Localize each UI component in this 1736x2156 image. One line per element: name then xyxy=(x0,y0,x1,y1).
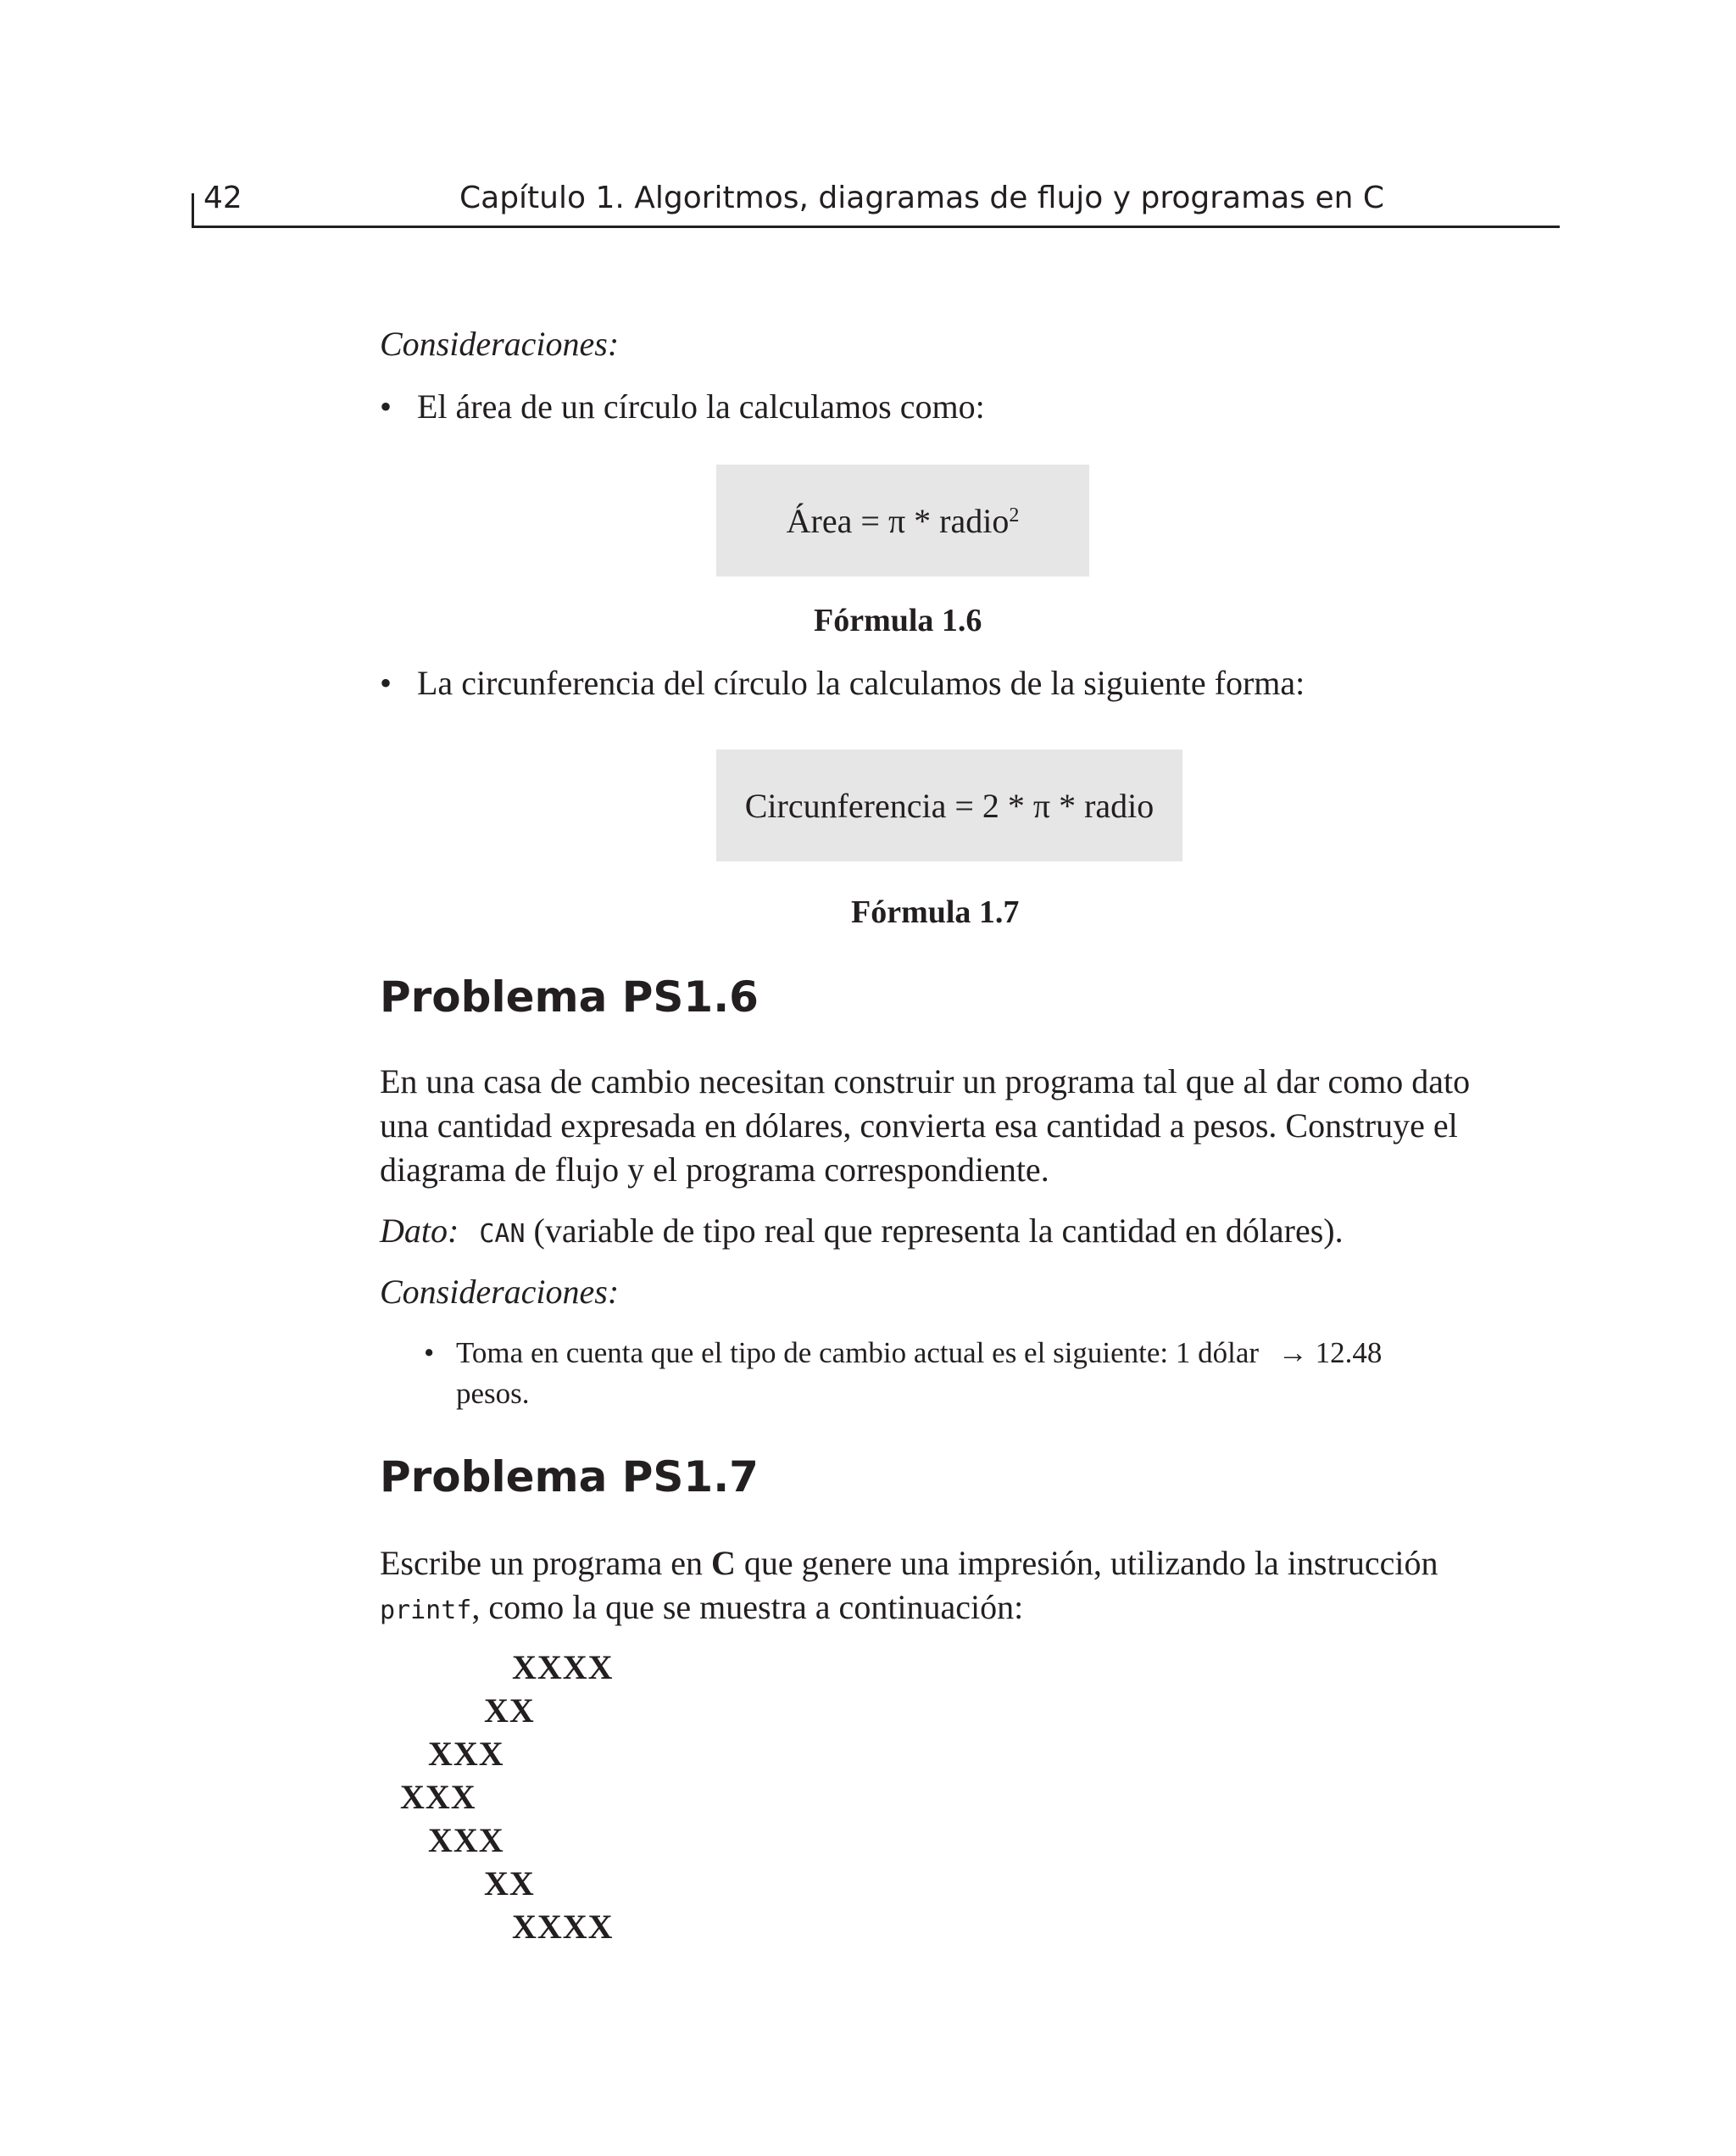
pattern-line: XXX xyxy=(400,1778,476,1816)
problem-ps17-heading: Problema PS1.7 xyxy=(380,1452,759,1501)
ps16-bullet-line1 xyxy=(456,1333,1382,1373)
ps17-text-b: que genere una impresión, utilizando la instrucción xyxy=(743,1544,1438,1582)
problem-ps16-heading: Problema PS1.6 xyxy=(380,972,759,1022)
ps17-paragraph-line2 xyxy=(380,1585,1023,1633)
formula-circumference-text: Circunferencia = 2 * π * radio xyxy=(744,786,1155,825)
header-rule xyxy=(192,226,1560,228)
ps17-text-c: , como la que se muestra a continuación: xyxy=(471,1588,1024,1626)
ps17-text-a: Escribe un programa en xyxy=(380,1544,703,1582)
dato-text: (variable de tipo real que representa la cantidad en dólares). xyxy=(533,1212,1344,1250)
pattern-line: XX xyxy=(484,1691,535,1730)
ps16-paragraph-line: diagrama de flujo y el programa correspondiente. xyxy=(380,1150,1049,1189)
considerations-label: Consideraciones: xyxy=(380,325,620,363)
arrow-icon: → xyxy=(1277,1336,1308,1369)
page-number: 42 xyxy=(203,181,242,215)
ps16-bullet-line2: pesos. xyxy=(456,1377,530,1410)
ps16-paragraph-line: En una casa de cambio necesitan construir un programa tal que al dar como dato xyxy=(380,1062,1471,1100)
bullet-dot: • xyxy=(380,387,392,426)
formula-area-exponent: 2 xyxy=(1009,504,1020,526)
pattern-line: XXX xyxy=(428,1735,504,1773)
header-tick xyxy=(192,193,194,227)
pattern-line: XXXX xyxy=(512,1648,614,1686)
language-c: C xyxy=(710,1544,736,1582)
exchange-rate-value: 12.48 xyxy=(1315,1336,1383,1369)
ps16-dato-line xyxy=(380,1209,1344,1256)
formula-caption-1-7: Fórmula 1.7 xyxy=(851,894,1020,930)
pattern-line: XXXX xyxy=(512,1908,614,1946)
dato-code: CAN xyxy=(479,1219,526,1249)
ps17-paragraph-line1 xyxy=(380,1541,1438,1585)
formula-area-text: Área = π * radio xyxy=(786,501,1010,540)
pattern-line: XXX xyxy=(428,1821,504,1859)
exchange-rate-text: Toma en cuenta que el tipo de cambio actual es el siguiente: 1 dólar xyxy=(456,1336,1260,1369)
dato-label: Dato: xyxy=(380,1212,459,1250)
printf-code: printf xyxy=(380,1596,472,1625)
bullet-circumference-text: La circunferencia del círculo la calculamos de la siguiente forma: xyxy=(417,664,1305,702)
running-title: Capítulo 1. Algoritmos, diagramas de flujo y programas en C xyxy=(459,181,1384,215)
formula-caption-1-6: Fórmula 1.6 xyxy=(814,603,982,638)
ps16-considerations-label: Consideraciones: xyxy=(380,1273,620,1311)
pattern-line: XX xyxy=(484,1864,535,1903)
bullet-dot: • xyxy=(380,664,392,702)
ps16-paragraph-line: una cantidad expresada en dólares, convierta esa cantidad a pesos. Construye el xyxy=(380,1106,1458,1145)
bullet-dot: • xyxy=(424,1336,435,1369)
formula-box-circumference xyxy=(716,749,1182,861)
formula-box-area xyxy=(716,465,1089,577)
bullet-area-text: El área de un círculo la calculamos como: xyxy=(417,387,985,426)
